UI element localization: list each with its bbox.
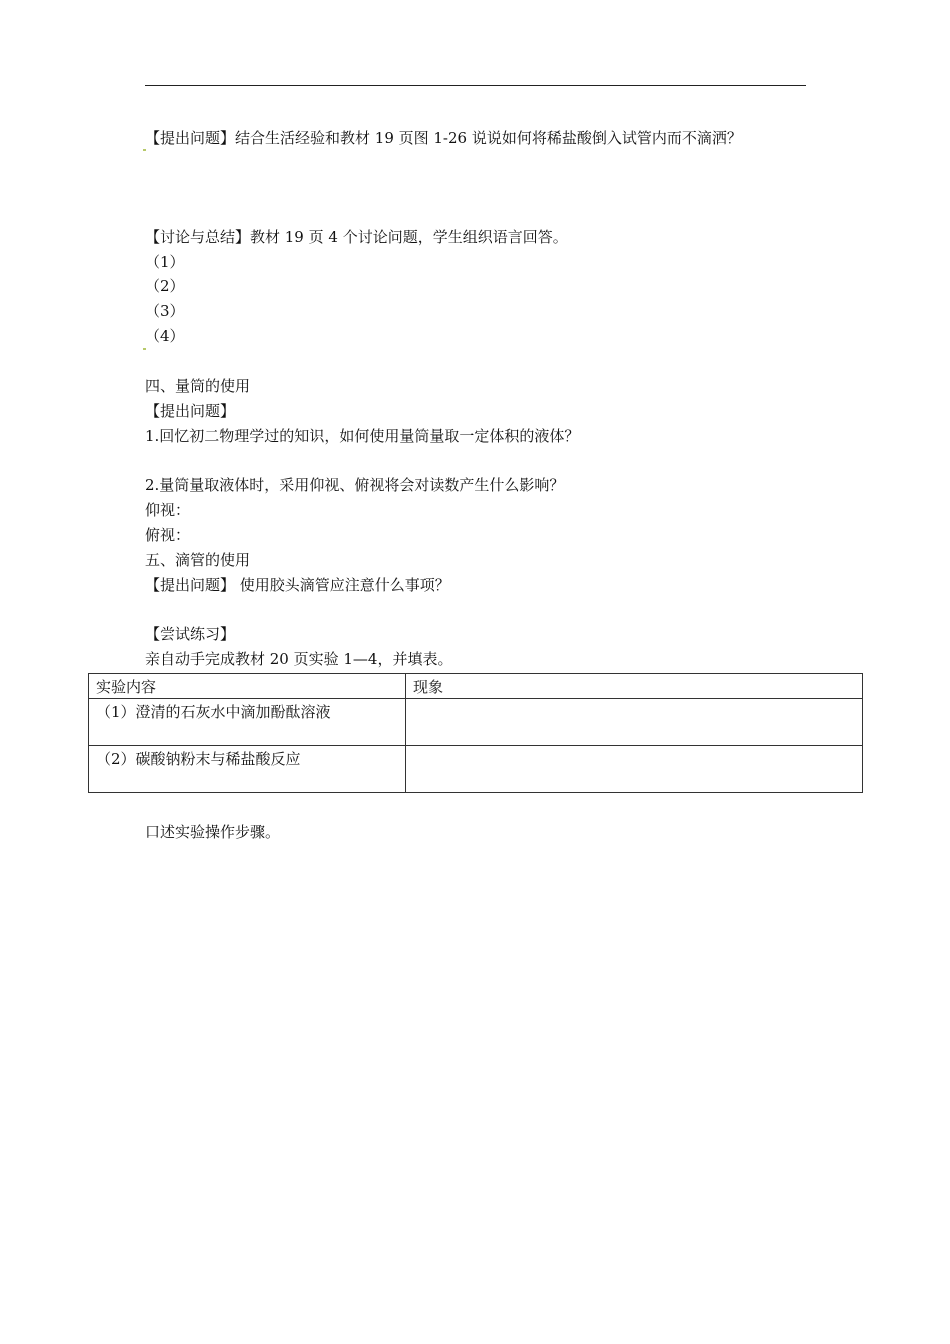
section4-question-2: 2.量筒量取液体时，采用仰视、俯视将会对读数产生什么影响？ [145, 476, 565, 494]
discussion-item-4: （4） [145, 327, 185, 345]
fu-shi-label: 俯视： [145, 526, 191, 544]
section4-question-1: 1.回忆初二物理学过的知识，如何使用量筒量取一定体积的液体？ [145, 427, 580, 445]
row-1-phenomenon [406, 699, 863, 746]
question-pour-acid: 【提出问题】结合生活经验和教材 19 页图 1-26 说说如何将稀盐酸倒入试管内而不滴洒？ [145, 129, 742, 147]
section5-title: 五、滴管的使用 [145, 551, 251, 569]
experiment-table [88, 673, 863, 793]
discussion-heading: 【讨论与总结】教材 19 页 4 个讨论问题，学生组织语言回答。 [145, 228, 568, 246]
table-row [89, 699, 863, 746]
section4-title: 四、量筒的使用 [145, 377, 251, 395]
header-content: 实验内容 [89, 674, 406, 699]
oral-steps: 口述实验操作步骤。 [145, 823, 281, 841]
discussion-item-1: （1） [145, 253, 185, 271]
edit-mark [143, 149, 146, 151]
row-2-phenomenon [406, 746, 863, 793]
yang-shi-label: 仰视： [145, 501, 191, 519]
section4-question-label: 【提出问题】 [145, 402, 236, 420]
section5-question: 【提出问题】 使用胶头滴管应注意什么事项？ [145, 576, 450, 594]
discussion-item-3: （3） [145, 302, 185, 320]
table-row [89, 746, 863, 793]
header-rule [145, 85, 806, 86]
practice-instruction: 亲自动手完成教材 20 页实验 1—4，并填表。 [145, 650, 453, 668]
table-header-row [89, 674, 863, 699]
row-2-content: （2）碳酸钠粉末与稀盐酸反应 [89, 746, 406, 793]
discussion-item-2: （2） [145, 277, 185, 295]
practice-title: 【尝试练习】 [145, 625, 236, 643]
edit-mark [143, 348, 146, 350]
header-phenomenon: 现象 [406, 674, 863, 699]
row-1-content: （1）澄清的石灰水中滴加酚酞溶液 [89, 699, 406, 746]
